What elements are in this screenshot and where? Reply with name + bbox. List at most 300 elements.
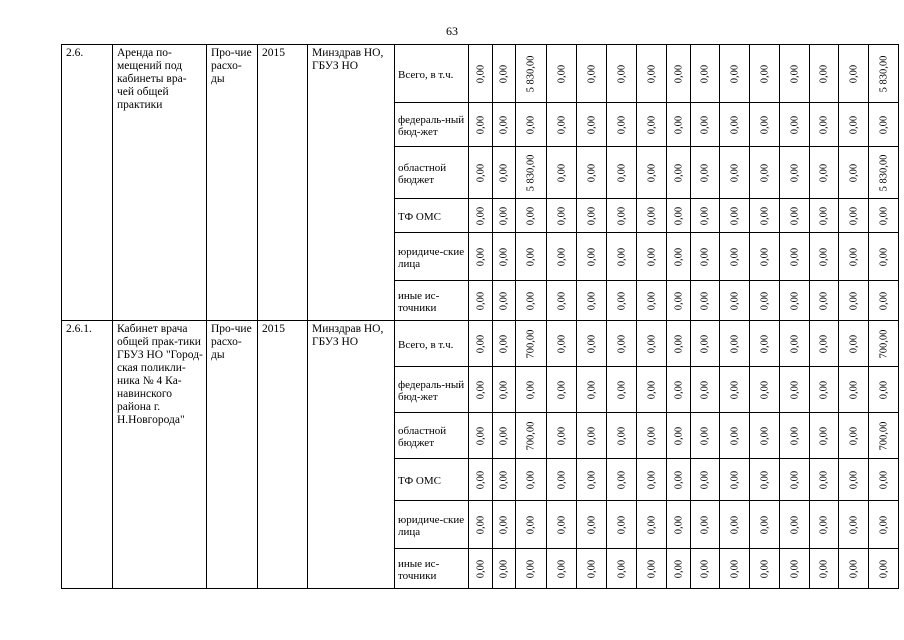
value-text: 0,00 (878, 206, 889, 225)
value-text: 0,00 (848, 206, 859, 225)
value-cell (469, 459, 493, 501)
value-cell (780, 459, 810, 501)
value-text: 0,00 (729, 426, 740, 445)
value-text: 0,00 (818, 64, 830, 83)
value-cell (750, 45, 780, 103)
value-cell (547, 413, 577, 459)
value-text: 0,00 (699, 163, 711, 182)
funding-source: Всего, в т.ч. (395, 45, 469, 103)
value-text: 0,00 (699, 515, 711, 534)
value-cell (780, 233, 810, 281)
value-text: 0,00 (586, 163, 597, 182)
value-text: 0,00 (759, 247, 770, 266)
value-text: 0,00 (586, 380, 597, 399)
value-text: 0,00 (498, 247, 510, 266)
value-cell (667, 45, 691, 103)
value-text: 0,00 (818, 115, 830, 134)
value-text: 0,00 (818, 470, 830, 489)
value-text: 0,00 (646, 559, 657, 578)
value-cell (720, 321, 750, 367)
value-cell (607, 233, 637, 281)
value-cell (577, 45, 607, 103)
value-text: 0,00 (789, 426, 800, 445)
value-text: 0,00 (673, 291, 684, 310)
value-text: 0,00 (673, 64, 684, 83)
value-text: 700,00 (878, 421, 889, 450)
value-text: 0,00 (818, 247, 830, 266)
value-cell (810, 549, 839, 589)
value-text: 0,00 (673, 380, 684, 399)
value-text: 0,00 (646, 64, 657, 83)
value-cell (469, 45, 493, 103)
value-text: 700,00 (525, 329, 537, 358)
value-text: 0,00 (729, 559, 740, 578)
value-cell (667, 233, 691, 281)
value-cell (547, 281, 577, 321)
value-text: 0,00 (759, 206, 770, 225)
value-cell (637, 199, 667, 233)
value-text: 700,00 (525, 421, 537, 450)
value-cell (493, 413, 516, 459)
expense-type: Про-чие расхо-ды (207, 45, 258, 321)
value-text: 0,00 (759, 426, 770, 445)
value-cell (750, 413, 780, 459)
value-cell (469, 501, 493, 549)
value-text: 0,00 (475, 515, 486, 534)
value-cell (780, 413, 810, 459)
value-cell (691, 549, 720, 589)
value-text: 0,00 (789, 559, 800, 578)
value-cell (780, 199, 810, 233)
value-text: 0,00 (616, 64, 627, 83)
value-text: 0,00 (818, 291, 830, 310)
value-cell (516, 413, 547, 459)
value-cell (547, 103, 577, 147)
value-text: 0,00 (556, 426, 567, 445)
value-text: 0,00 (759, 64, 770, 83)
value-cell (839, 45, 869, 103)
value-cell (637, 459, 667, 501)
value-text: 0,00 (616, 163, 627, 182)
value-cell (667, 103, 691, 147)
value-text: 0,00 (673, 206, 684, 225)
value-text: 0,00 (818, 515, 830, 534)
value-text: 0,00 (699, 64, 711, 83)
value-cell (637, 413, 667, 459)
value-cell (516, 45, 547, 103)
value-text: 0,00 (818, 163, 830, 182)
value-cell (547, 233, 577, 281)
value-cell (637, 103, 667, 147)
value-text: 0,00 (673, 426, 684, 445)
value-text: 0,00 (729, 291, 740, 310)
value-text: 0,00 (699, 426, 711, 445)
value-cell (607, 199, 637, 233)
value-text: 0,00 (848, 426, 859, 445)
value-text: 0,00 (525, 206, 537, 225)
value-text: 0,00 (586, 515, 597, 534)
value-cell (810, 103, 839, 147)
value-text: 0,00 (673, 559, 684, 578)
value-cell (667, 367, 691, 413)
value-cell (637, 147, 667, 199)
value-cell (810, 367, 839, 413)
value-text: 0,00 (848, 247, 859, 266)
value-text: 0,00 (848, 64, 859, 83)
value-text: 0,00 (673, 115, 684, 134)
value-cell (720, 459, 750, 501)
value-text: 0,00 (699, 334, 711, 353)
value-text: 0,00 (789, 334, 800, 353)
value-text: 0,00 (556, 559, 567, 578)
value-cell (750, 233, 780, 281)
value-cell (869, 413, 899, 459)
value-text: 0,00 (498, 559, 510, 578)
value-cell (607, 45, 637, 103)
item-name: Аренда по-мещений под кабинеты вра-чей общей практики (113, 45, 207, 321)
value-text: 0,00 (878, 115, 889, 134)
value-cell (637, 233, 667, 281)
value-cell (839, 459, 869, 501)
value-text: 0,00 (646, 470, 657, 489)
value-text: 0,00 (729, 64, 740, 83)
value-cell (577, 501, 607, 549)
value-cell (780, 549, 810, 589)
value-cell (750, 501, 780, 549)
value-cell (839, 147, 869, 199)
value-text: 0,00 (646, 426, 657, 445)
value-cell (547, 501, 577, 549)
value-text: 0,00 (556, 163, 567, 182)
value-cell (637, 281, 667, 321)
value-text: 0,00 (475, 380, 486, 399)
value-cell (493, 321, 516, 367)
value-text: 0,00 (475, 470, 486, 489)
value-text: 0,00 (498, 291, 510, 310)
value-cell (869, 321, 899, 367)
value-cell (720, 413, 750, 459)
value-text: 5 830,00 (525, 55, 537, 92)
value-cell (667, 281, 691, 321)
value-cell (577, 413, 607, 459)
value-cell (869, 199, 899, 233)
value-text: 0,00 (475, 247, 486, 266)
value-text: 0,00 (646, 334, 657, 353)
value-cell (810, 233, 839, 281)
value-text: 0,00 (848, 115, 859, 134)
value-cell (667, 321, 691, 367)
value-cell (577, 281, 607, 321)
value-text: 0,00 (498, 163, 510, 182)
value-cell (577, 549, 607, 589)
value-text: 0,00 (475, 64, 486, 83)
value-cell (547, 147, 577, 199)
value-cell (810, 501, 839, 549)
value-text: 0,00 (646, 115, 657, 134)
value-cell (493, 199, 516, 233)
value-text: 0,00 (475, 426, 486, 445)
value-text: 0,00 (475, 291, 486, 310)
value-cell (469, 549, 493, 589)
value-text: 0,00 (475, 559, 486, 578)
value-cell (637, 367, 667, 413)
value-cell (720, 549, 750, 589)
value-cell (607, 459, 637, 501)
value-text: 0,00 (878, 247, 889, 266)
value-cell (839, 549, 869, 589)
value-cell (810, 321, 839, 367)
value-text: 0,00 (848, 559, 859, 578)
value-text: 0,00 (878, 380, 889, 399)
value-text: 0,00 (699, 247, 711, 266)
value-text: 0,00 (646, 380, 657, 399)
value-cell (780, 501, 810, 549)
value-cell (720, 367, 750, 413)
value-text: 0,00 (729, 470, 740, 489)
value-cell (577, 199, 607, 233)
value-cell (493, 459, 516, 501)
value-text: 5 830,00 (878, 55, 889, 92)
value-text: 0,00 (616, 515, 627, 534)
value-cell (750, 281, 780, 321)
value-cell (493, 367, 516, 413)
value-text: 0,00 (556, 470, 567, 489)
value-cell (637, 501, 667, 549)
value-text: 5 830,00 (525, 154, 537, 191)
value-text: 0,00 (556, 206, 567, 225)
value-cell (637, 45, 667, 103)
value-text: 0,00 (616, 247, 627, 266)
value-text: 0,00 (729, 206, 740, 225)
value-cell (750, 321, 780, 367)
value-text: 0,00 (789, 380, 800, 399)
table-row (62, 45, 899, 103)
value-text: 0,00 (699, 206, 711, 225)
value-text: 0,00 (759, 515, 770, 534)
value-cell (839, 233, 869, 281)
value-cell (839, 103, 869, 147)
value-text: 0,00 (759, 334, 770, 353)
value-cell (469, 147, 493, 199)
value-text: 0,00 (848, 515, 859, 534)
funding-source: Всего, в т.ч. (395, 321, 469, 367)
value-cell (869, 233, 899, 281)
value-cell (493, 45, 516, 103)
value-cell (691, 367, 720, 413)
value-cell (667, 147, 691, 199)
value-cell (750, 147, 780, 199)
value-cell (720, 233, 750, 281)
value-cell (691, 45, 720, 103)
value-text: 0,00 (525, 115, 537, 134)
value-text: 0,00 (556, 515, 567, 534)
value-text: 0,00 (759, 291, 770, 310)
value-text: 0,00 (498, 380, 510, 399)
value-cell (607, 413, 637, 459)
value-text: 0,00 (729, 515, 740, 534)
value-cell (720, 281, 750, 321)
value-cell (839, 321, 869, 367)
value-text: 0,00 (673, 163, 684, 182)
value-cell (516, 233, 547, 281)
value-text: 0,00 (556, 334, 567, 353)
value-text: 0,00 (475, 334, 486, 353)
value-text: 0,00 (525, 247, 537, 266)
value-text: 0,00 (673, 515, 684, 534)
funding-source: ТФ ОМС (395, 199, 469, 233)
value-cell (469, 367, 493, 413)
item-year: 2015 (258, 321, 308, 589)
value-cell (577, 367, 607, 413)
value-text: 0,00 (729, 115, 740, 134)
value-text: 0,00 (525, 559, 537, 578)
value-cell (780, 281, 810, 321)
value-cell (869, 147, 899, 199)
value-cell (839, 199, 869, 233)
value-text: 0,00 (556, 380, 567, 399)
value-cell (516, 199, 547, 233)
value-cell (577, 321, 607, 367)
value-text: 0,00 (498, 64, 510, 83)
value-text: 0,00 (498, 515, 510, 534)
value-text: 0,00 (646, 163, 657, 182)
funding-source: федераль-ный бюд-жет (395, 103, 469, 147)
value-cell (750, 459, 780, 501)
value-text: 0,00 (789, 206, 800, 225)
item-executor: Минздрав НО, ГБУЗ НО (308, 321, 395, 589)
value-cell (691, 147, 720, 199)
value-cell (780, 147, 810, 199)
value-text: 0,00 (646, 247, 657, 266)
value-cell (516, 549, 547, 589)
value-text: 0,00 (586, 559, 597, 578)
value-cell (607, 549, 637, 589)
value-cell (691, 501, 720, 549)
value-text: 0,00 (616, 206, 627, 225)
value-text: 0,00 (759, 559, 770, 578)
value-text: 0,00 (673, 334, 684, 353)
funding-source: ТФ ОМС (395, 459, 469, 501)
value-text: 0,00 (818, 380, 830, 399)
value-text: 0,00 (878, 291, 889, 310)
value-cell (839, 501, 869, 549)
value-text: 0,00 (673, 470, 684, 489)
value-cell (469, 321, 493, 367)
value-text: 0,00 (818, 206, 830, 225)
value-cell (577, 147, 607, 199)
value-text: 0,00 (616, 334, 627, 353)
value-text: 0,00 (498, 334, 510, 353)
value-text: 0,00 (525, 470, 537, 489)
value-text: 0,00 (475, 206, 486, 225)
value-cell (780, 367, 810, 413)
value-text: 0,00 (646, 515, 657, 534)
value-text: 0,00 (848, 334, 859, 353)
value-cell (547, 321, 577, 367)
value-text: 0,00 (818, 559, 830, 578)
value-cell (577, 103, 607, 147)
funding-source: областной бюджет (395, 147, 469, 199)
value-cell (607, 103, 637, 147)
value-text: 0,00 (789, 291, 800, 310)
value-cell (720, 45, 750, 103)
value-text: 0,00 (586, 247, 597, 266)
value-cell (607, 321, 637, 367)
value-text: 0,00 (586, 426, 597, 445)
value-cell (637, 549, 667, 589)
value-text: 0,00 (818, 426, 830, 445)
value-text: 0,00 (729, 380, 740, 399)
value-cell (750, 367, 780, 413)
value-cell (780, 321, 810, 367)
value-cell (667, 549, 691, 589)
value-text: 0,00 (699, 291, 711, 310)
value-cell (493, 103, 516, 147)
value-cell (720, 199, 750, 233)
budget-table (61, 44, 899, 589)
value-text: 0,00 (878, 470, 889, 489)
value-cell (810, 413, 839, 459)
value-text: 0,00 (878, 559, 889, 578)
value-text: 0,00 (729, 334, 740, 353)
value-cell (493, 147, 516, 199)
value-cell (469, 199, 493, 233)
value-text: 0,00 (616, 115, 627, 134)
funding-source: юридиче-ские лица (395, 233, 469, 281)
value-cell (516, 281, 547, 321)
value-cell (607, 281, 637, 321)
value-text: 0,00 (475, 115, 486, 134)
value-cell (469, 281, 493, 321)
value-cell (869, 501, 899, 549)
value-text: 0,00 (498, 206, 510, 225)
value-cell (667, 501, 691, 549)
value-cell (720, 147, 750, 199)
value-text: 0,00 (759, 115, 770, 134)
value-cell (810, 45, 839, 103)
value-text: 0,00 (556, 115, 567, 134)
value-text: 0,00 (646, 291, 657, 310)
value-text: 0,00 (848, 470, 859, 489)
funding-source: иные ис-точники (395, 549, 469, 589)
value-cell (547, 367, 577, 413)
value-cell (691, 413, 720, 459)
value-text: 0,00 (673, 247, 684, 266)
value-text: 0,00 (848, 380, 859, 399)
value-text: 0,00 (616, 291, 627, 310)
value-cell (839, 413, 869, 459)
value-text: 0,00 (556, 247, 567, 266)
table-row (62, 321, 899, 367)
value-text: 0,00 (586, 334, 597, 353)
value-cell (839, 367, 869, 413)
value-cell (750, 549, 780, 589)
value-cell (691, 281, 720, 321)
value-cell (493, 281, 516, 321)
value-cell (869, 281, 899, 321)
value-cell (667, 199, 691, 233)
value-text: 0,00 (759, 470, 770, 489)
value-text: 0,00 (525, 515, 537, 534)
item-code: 2.6.1. (62, 321, 113, 589)
value-cell (637, 321, 667, 367)
value-cell (469, 233, 493, 281)
page-number: 63 (446, 24, 458, 38)
value-text: 0,00 (616, 470, 627, 489)
funding-source: федераль-ный бюд-жет (395, 367, 469, 413)
value-text: 0,00 (699, 559, 711, 578)
value-text: 0,00 (616, 380, 627, 399)
